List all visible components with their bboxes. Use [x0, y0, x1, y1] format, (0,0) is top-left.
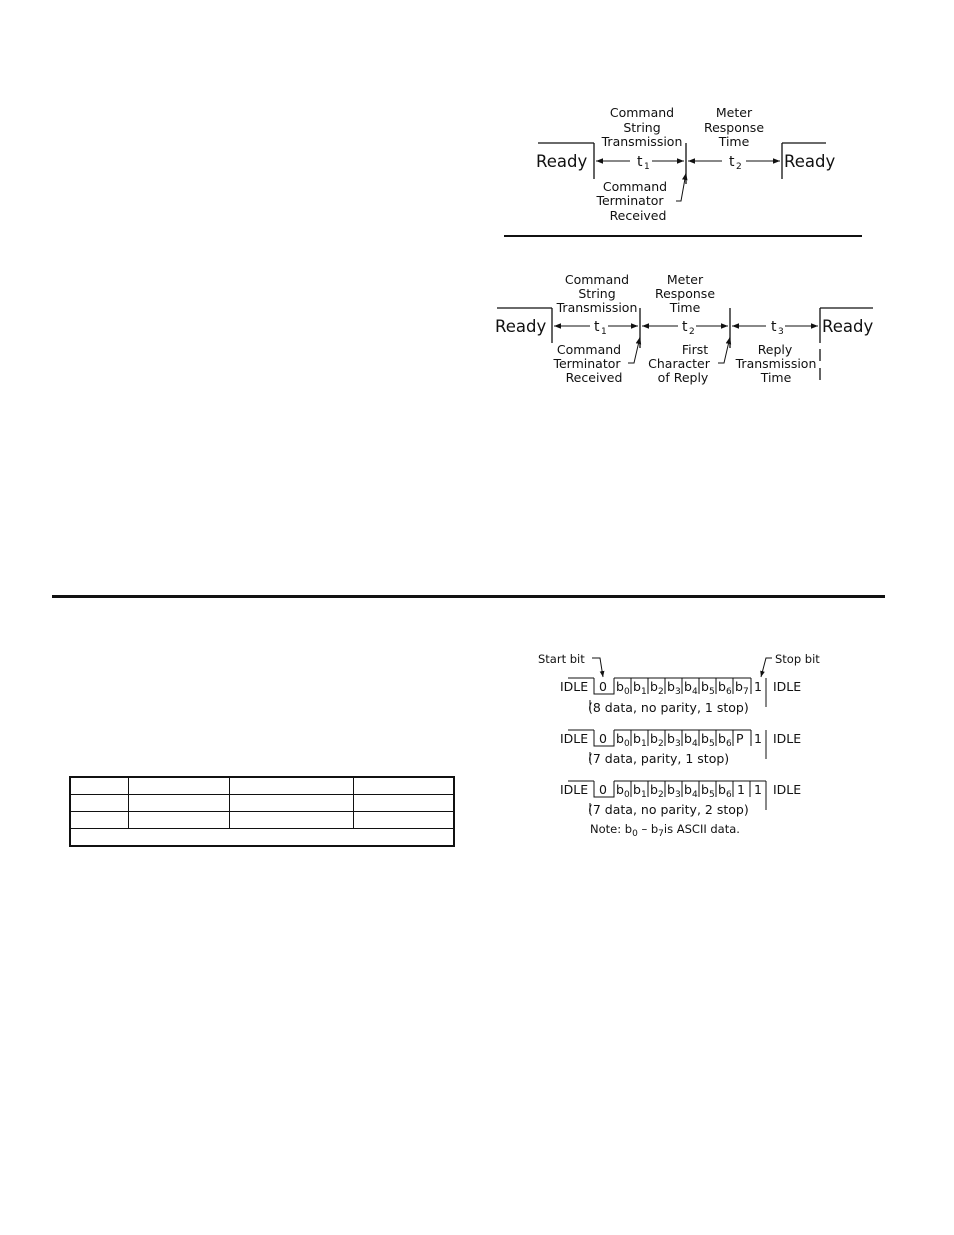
reply-label-3: Time — [760, 370, 792, 385]
term-label-3: Received — [609, 208, 667, 223]
ascii-note: Note: $b_0 - b_7is$ ASCII data. — [590, 822, 740, 839]
idle-right: IDLE — [773, 782, 802, 797]
parity-bit: P — [736, 731, 744, 746]
idle-left: IDLE — [560, 782, 589, 797]
svg-text:b2: $b_2$ — [650, 782, 664, 800]
ready2-right-label: Ready — [822, 317, 874, 336]
svg-text:b5: $b_5$ — [701, 782, 715, 800]
start-bit: 0 — [599, 731, 607, 746]
svg-text:b1: $b_1$ — [633, 782, 647, 800]
svg-text:b6: $b_6$ — [718, 782, 732, 800]
svg-text:b4: $b_4$ — [684, 679, 698, 697]
meter2-label-3: Time — [669, 300, 701, 315]
svg-text:b0: $b_0$ — [616, 731, 630, 749]
svg-text:b6: $b_6$ — [718, 731, 732, 749]
row1-caption: (8 data, no parity, 1 stop) — [588, 700, 749, 715]
t1-label: t — [637, 154, 643, 170]
term-label-1: Command — [602, 179, 668, 194]
svg-text:b7: $b_7$ — [735, 679, 749, 697]
meter2-label-1: Meter — [666, 272, 704, 287]
cmd2-label-3: Transmission — [556, 300, 638, 315]
cmd-label-2: String — [623, 120, 661, 135]
reply-label-2: Transmission — [735, 356, 817, 371]
meter2-label-2: Response — [654, 286, 716, 301]
svg-text:b5: $b_5$ — [701, 679, 715, 697]
table-row — [70, 795, 454, 812]
stop-bit: 1 — [754, 731, 762, 746]
term2-label-2: Terminator — [553, 356, 621, 371]
frame-row-8n1 — [560, 678, 801, 715]
character-frame-diagram — [530, 645, 840, 845]
idle-right: IDLE — [773, 679, 802, 694]
t2-label: t — [729, 154, 735, 170]
stop-bit-1: 1 — [737, 782, 745, 797]
timing-diagram-command — [480, 100, 880, 245]
t1-sub: 1 — [644, 162, 650, 172]
svg-text:b3: $b_3$ — [667, 731, 681, 749]
stop-bit-2: 1 — [754, 782, 762, 797]
svg-text:b2: $b_2$ — [650, 731, 664, 749]
cmd-label-1: Command — [609, 105, 675, 120]
row2-caption: (7 data, parity, 1 stop) — [588, 751, 730, 766]
data-bits — [616, 781, 733, 800]
term-label-2: Terminator — [596, 193, 664, 208]
cmd2-label-2: String — [578, 286, 616, 301]
section-divider — [52, 595, 885, 598]
data-bits — [616, 678, 751, 697]
first-label-2: Character — [648, 356, 710, 371]
start-bit: 0 — [599, 782, 607, 797]
spec-table — [69, 776, 455, 847]
diagram-separator — [504, 235, 862, 237]
t1b-sub: 1 — [601, 327, 607, 337]
svg-text:b0: $b_0$ — [616, 782, 630, 800]
t1b-label: t — [594, 319, 600, 335]
reply-label-1: Reply — [757, 342, 793, 357]
svg-text:b1: $b_1$ — [633, 731, 647, 749]
term2-label-3: Received — [565, 370, 623, 385]
svg-text:b3: $b_3$ — [667, 679, 681, 697]
start-bit: 0 — [599, 679, 607, 694]
ready-left-label: Ready — [536, 152, 588, 171]
t2-sub: 2 — [736, 162, 742, 172]
frame-row-7p1 — [560, 730, 801, 766]
first-label-3: of Reply — [657, 370, 709, 385]
first-label-1: First — [681, 342, 709, 357]
row3-caption: (7 data, no parity, 2 stop) — [588, 802, 749, 817]
t2b-label: t — [682, 319, 688, 335]
idle-left: IDLE — [560, 679, 589, 694]
svg-text:b3: $b_3$ — [667, 782, 681, 800]
data-bits — [616, 730, 751, 749]
ready-right-label: Ready — [784, 152, 836, 171]
meter-label-2: Response — [703, 120, 765, 135]
meter-label-3: Time — [718, 134, 750, 149]
svg-text:b4: $b_4$ — [684, 782, 698, 800]
idle-left: IDLE — [560, 731, 589, 746]
start-bit-label: Start bit — [538, 652, 585, 666]
meter-label-1: Meter — [715, 105, 753, 120]
t3-sub: 3 — [778, 327, 784, 337]
table-row — [70, 829, 454, 847]
table-row — [70, 777, 454, 795]
stop-bit: 1 — [754, 679, 762, 694]
svg-text:b1: $b_1$ — [633, 679, 647, 697]
idle-right: IDLE — [773, 731, 802, 746]
svg-text:b0: $b_0$ — [616, 679, 630, 697]
svg-text:b2: $b_2$ — [650, 679, 664, 697]
svg-text:b6: $b_6$ — [718, 679, 732, 697]
table-row — [70, 812, 454, 829]
t2b-sub: 2 — [689, 327, 695, 337]
svg-text:b4: $b_4$ — [684, 731, 698, 749]
term2-label-1: Command — [556, 342, 622, 357]
frame-row-7n2 — [560, 781, 801, 817]
ready2-left-label: Ready — [495, 317, 547, 336]
svg-text:b5: $b_5$ — [701, 731, 715, 749]
stop-bit-label: Stop bit — [775, 652, 820, 666]
t3-label: t — [771, 319, 777, 335]
cmd2-label-1: Command — [564, 272, 630, 287]
timing-diagram-reply — [480, 265, 900, 395]
cmd-label-3: Transmission — [601, 134, 683, 149]
